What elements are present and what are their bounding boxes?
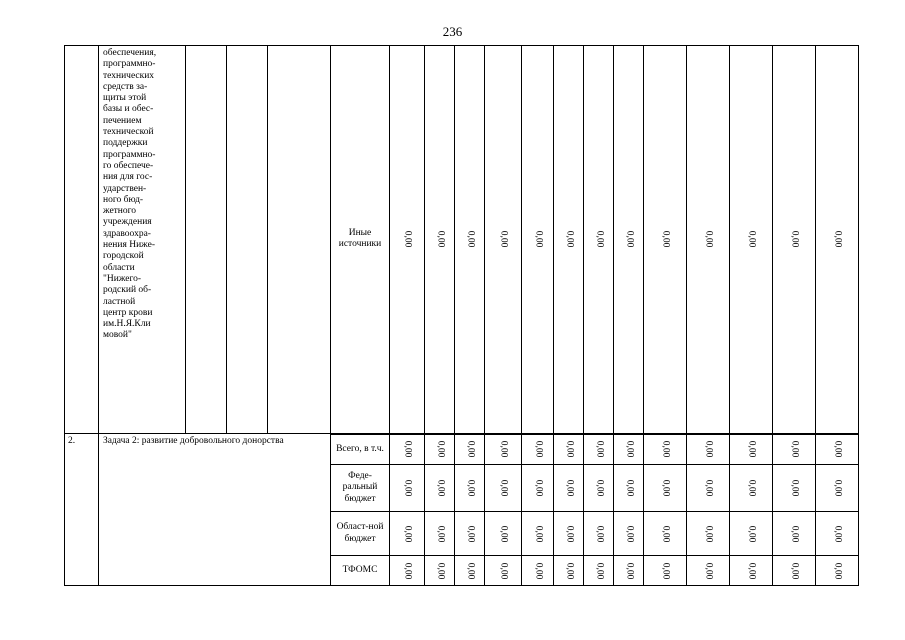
value-cell (687, 46, 730, 434)
value-text: 0,00 (564, 562, 575, 579)
value-cell (425, 512, 455, 556)
value-text: 0,00 (832, 525, 843, 542)
value-text: 0,00 (789, 525, 800, 542)
value-text: 0,00 (402, 525, 413, 542)
value-cell (687, 434, 730, 465)
task-title-cell: Задача 2: развитие добровольного донорства (99, 434, 331, 586)
value-cell (773, 465, 816, 512)
value-text: 0,00 (746, 230, 757, 248)
value-cell (390, 556, 425, 586)
value-cell (522, 465, 554, 512)
value-cell (425, 465, 455, 512)
value-cell (390, 465, 425, 512)
value-text: 0,00 (435, 525, 446, 542)
description-line: базы и обес- (103, 104, 154, 115)
value-text: 0,00 (533, 440, 544, 458)
value-cell (425, 434, 455, 465)
value-cell (522, 46, 554, 434)
value-cell (730, 465, 773, 512)
value-text: 0,00 (789, 562, 800, 579)
value-cell (554, 465, 584, 512)
value-text: 0,00 (435, 479, 446, 497)
empty-cell (268, 46, 331, 434)
row-continuation (65, 46, 859, 434)
value-text: 0,00 (402, 230, 413, 248)
task-number-cell: 2. (65, 434, 99, 586)
value-text: 0,00 (435, 562, 446, 579)
value-cell (554, 512, 584, 556)
value-text: 0,00 (832, 479, 843, 497)
value-cell (644, 512, 687, 556)
description-line: программно- (103, 59, 156, 70)
value-text: 0,00 (703, 440, 714, 458)
value-text: 0,00 (703, 230, 714, 248)
value-text: 0,00 (789, 440, 800, 458)
value-text: 0,00 (465, 525, 476, 542)
value-text: 0,00 (498, 230, 509, 248)
value-cell (730, 556, 773, 586)
description-line: нения Ниже- (103, 240, 155, 251)
value-cell (390, 46, 425, 434)
value-cell (687, 512, 730, 556)
value-cell (522, 434, 554, 465)
value-cell (614, 434, 644, 465)
value-text: 0,00 (660, 525, 671, 542)
value-text: 0,00 (594, 562, 605, 579)
value-cell (584, 512, 614, 556)
value-text: 0,00 (832, 440, 843, 458)
value-cell (816, 556, 859, 586)
value-cell (687, 465, 730, 512)
value-cell (425, 556, 455, 586)
value-cell (816, 512, 859, 556)
value-cell (455, 434, 485, 465)
value-text: 0,00 (703, 525, 714, 542)
value-cell (773, 46, 816, 434)
description-line: ния для гос- (103, 172, 153, 183)
value-text: 0,00 (703, 479, 714, 497)
value-cell (584, 465, 614, 512)
value-text: 0,00 (402, 440, 413, 458)
description-line: жетного (103, 206, 137, 217)
value-cell (730, 46, 773, 434)
value-cell (485, 434, 522, 465)
value-text: 0,00 (624, 440, 635, 458)
description-line: ного бюд- (103, 194, 144, 205)
value-cell (390, 434, 425, 465)
funding-source-cell: Феде-ральный бюджет (331, 465, 390, 512)
value-text: 0,00 (624, 562, 635, 579)
description-line: им.Н.Я.Кли (103, 319, 151, 330)
description-line: ластной (103, 296, 136, 307)
description-line: го обеспече- (103, 160, 154, 171)
value-text: 0,00 (564, 479, 575, 497)
value-text: 0,00 (594, 525, 605, 542)
value-cell (614, 46, 644, 434)
value-text: 0,00 (435, 230, 446, 248)
value-cell (455, 465, 485, 512)
value-text: 0,00 (533, 230, 544, 248)
description-line: технической (103, 127, 154, 138)
value-cell (425, 46, 455, 434)
value-text: 0,00 (624, 525, 635, 542)
value-text: 0,00 (660, 440, 671, 458)
description-line: центр крови (103, 307, 153, 318)
value-text: 0,00 (594, 230, 605, 248)
value-text: 0,00 (533, 562, 544, 579)
value-cell (644, 434, 687, 465)
budget-table (64, 45, 859, 586)
value-cell (584, 556, 614, 586)
value-text: 0,00 (660, 230, 671, 248)
value-cell (816, 465, 859, 512)
value-text: 0,00 (746, 440, 757, 458)
funding-source-cell: Всего, в т.ч. (331, 434, 390, 465)
description-line: "Нижего- (103, 273, 142, 284)
value-text: 0,00 (498, 525, 509, 542)
value-text: 0,00 (564, 440, 575, 458)
description-line: городской (103, 251, 144, 262)
value-text: 0,00 (564, 525, 575, 542)
description-line: ударствен- (103, 183, 147, 194)
description-line: технических (103, 70, 155, 81)
value-text: 0,00 (746, 479, 757, 497)
value-text: 0,00 (498, 562, 509, 579)
description-line: обеспечения, (103, 48, 157, 58)
empty-cell (186, 46, 227, 434)
value-text: 0,00 (564, 230, 575, 248)
value-cell (455, 556, 485, 586)
value-text: 0,00 (594, 440, 605, 458)
value-text: 0,00 (402, 562, 413, 579)
value-text: 0,00 (594, 479, 605, 497)
value-text: 0,00 (498, 479, 509, 497)
value-text: 0,00 (703, 562, 714, 579)
description-line: родский об- (103, 285, 152, 296)
value-text: 0,00 (746, 525, 757, 542)
value-text: 0,00 (746, 562, 757, 579)
value-cell (554, 46, 584, 434)
description-line: здравоохра- (103, 228, 151, 239)
value-cell (455, 512, 485, 556)
value-text: 0,00 (465, 230, 476, 248)
value-cell (485, 465, 522, 512)
value-cell (816, 46, 859, 434)
row-number-cell (65, 46, 99, 434)
description-line: поддержки (103, 138, 148, 149)
funding-source-cell: Област-ной бюджет (331, 512, 390, 556)
description-cell (99, 46, 186, 434)
value-text: 0,00 (465, 479, 476, 497)
value-text: 0,00 (533, 479, 544, 497)
value-cell (522, 512, 554, 556)
value-text: 0,00 (832, 230, 843, 248)
description-line: программно- (103, 149, 156, 160)
value-cell (554, 556, 584, 586)
value-cell (522, 556, 554, 586)
value-cell (390, 512, 425, 556)
value-cell (584, 434, 614, 465)
value-text: 0,00 (624, 479, 635, 497)
value-text: 0,00 (402, 479, 413, 497)
value-cell (816, 434, 859, 465)
value-cell (614, 556, 644, 586)
value-cell (554, 434, 584, 465)
funding-source-cell: Иные источники (331, 46, 390, 434)
value-text: 0,00 (435, 440, 446, 458)
description-line: печением (103, 115, 142, 126)
value-cell (485, 46, 522, 434)
value-text: 0,00 (660, 479, 671, 497)
description-line: мовой" (103, 330, 132, 341)
page-number: 236 (442, 24, 463, 39)
empty-cell (227, 46, 268, 434)
value-cell (730, 512, 773, 556)
value-text: 0,00 (624, 230, 635, 248)
value-cell (455, 46, 485, 434)
value-text: 0,00 (789, 230, 800, 248)
value-text: 0,00 (660, 562, 671, 579)
value-cell (730, 434, 773, 465)
value-text: 0,00 (533, 525, 544, 542)
value-cell (485, 512, 522, 556)
value-text: 0,00 (832, 562, 843, 579)
value-cell (687, 556, 730, 586)
value-text: 0,00 (465, 440, 476, 458)
value-text: 0,00 (498, 440, 509, 458)
task2-row (65, 434, 859, 465)
description-line: щиты этой (103, 93, 147, 104)
value-cell (644, 556, 687, 586)
value-text: 0,00 (465, 562, 476, 579)
funding-source-cell: ТФОМС (331, 556, 390, 586)
value-cell (773, 434, 816, 465)
description-line: области (103, 262, 135, 273)
value-cell (614, 512, 644, 556)
description-line: средств за- (103, 81, 148, 92)
value-cell (644, 46, 687, 434)
description-line: учреждения (103, 217, 152, 228)
value-text: 0,00 (789, 479, 800, 497)
value-cell (773, 556, 816, 586)
value-cell (614, 465, 644, 512)
value-cell (584, 46, 614, 434)
value-cell (644, 465, 687, 512)
value-cell (773, 512, 816, 556)
value-cell (485, 556, 522, 586)
